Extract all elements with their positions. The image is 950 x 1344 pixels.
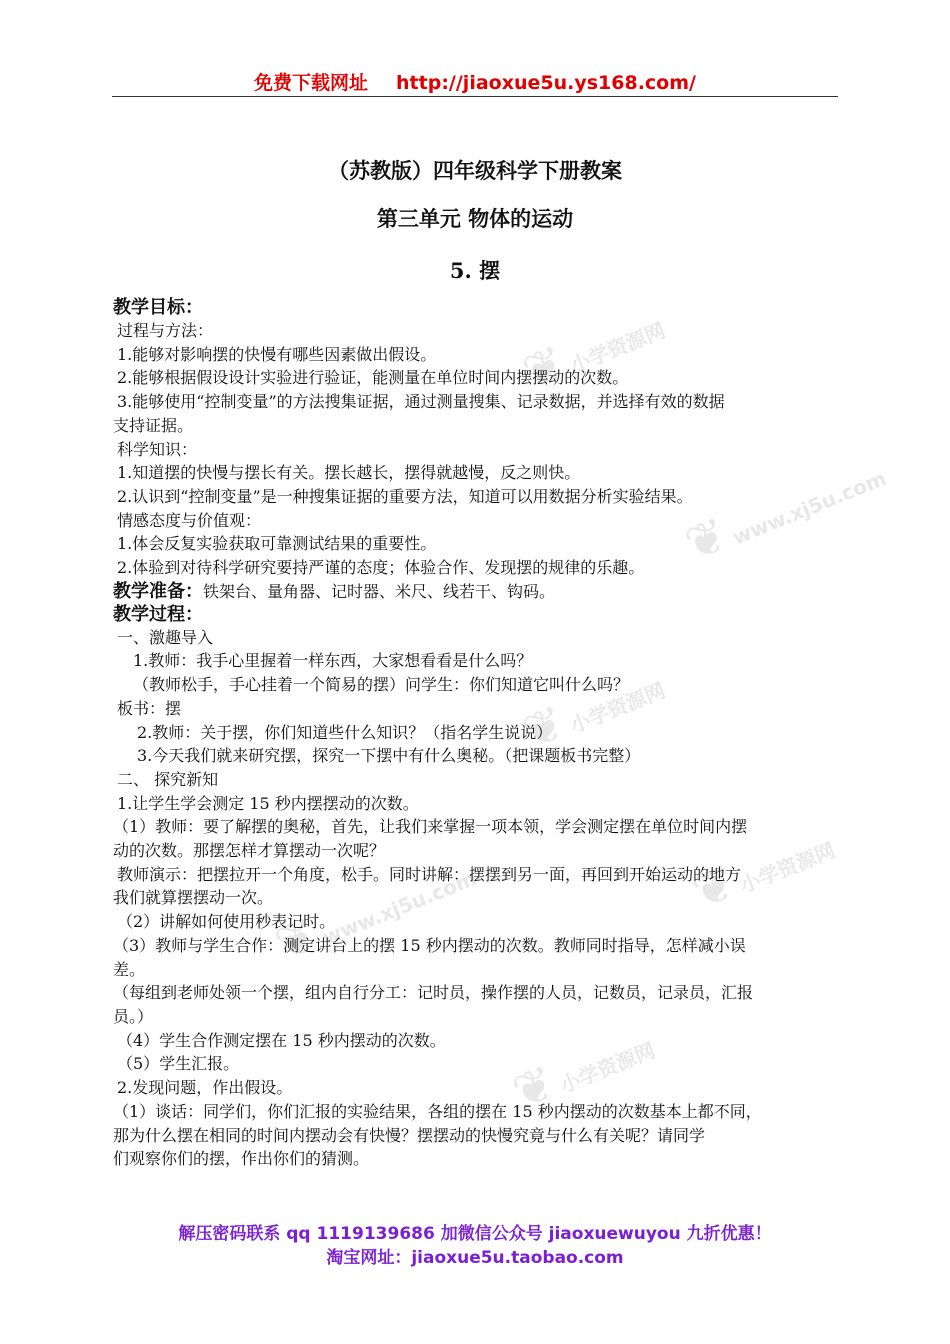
process-line: 员。） — [113, 1006, 154, 1026]
emotion-item: 1.体会反复实验获取可靠测试结果的重要性。 — [117, 534, 437, 554]
knowledge-item: 1.知道摆的快慢与摆长有关。摆长越长，摆得就越慢，反之则快。 — [117, 463, 581, 483]
header-divider — [112, 96, 838, 97]
watermark-logo: ❦ 小学资源网 — [684, 837, 839, 922]
process-methods-label: 过程与方法： — [117, 321, 214, 340]
watermark-logo: ❦ 小学资源网 — [514, 677, 669, 762]
knowledge-label: 科学知识： — [117, 439, 198, 459]
process-line: 一、激趣导入 — [117, 627, 214, 647]
process-line: （教师松手，手心挂着一个简易的摆）问学生：你们知道它叫什么吗？ — [133, 675, 630, 695]
goal-item: 2.能够根据假设设计实验进行验证，能测量在单位时间内摆摆动的次数。 — [117, 368, 629, 388]
download-header — [112, 68, 838, 96]
goal-item-cont: 支持证据。 — [113, 415, 194, 435]
leaf-icon: ❦ — [504, 1054, 564, 1122]
header-url-link[interactable]: http://jiaoxue5u.ys168.com/ — [396, 72, 696, 94]
prep-heading: 教学准备： — [113, 580, 203, 602]
knowledge-item: 2.认识到“控制变量”是一种搜集证据的重要方法，知道可以用数据分析实验结果。 — [117, 486, 693, 506]
process-line: 我们就算摆摆动一次。 — [113, 888, 274, 908]
watermark-logo: ❦ 小学资源网 — [514, 317, 669, 402]
unit-title: 第三单元 物体的运动 — [376, 206, 574, 231]
watermark-logo: ❦ 小学资源网 — [504, 1037, 659, 1122]
process-line: 那为什么摆在相同的时间内摆动会有快慢？摆摆动的快慢究竟与什么有关呢？请同学 — [113, 1125, 706, 1145]
watermark-logo: ❦ www.xj5u.com — [267, 865, 480, 974]
process-line: 1.教师：我手心里握着一样东西，大家想看看是什么吗？ — [133, 651, 533, 671]
process-line: （4）学生合作测定摆在 15 秒内摆动的次数。 — [117, 1030, 446, 1050]
footer-shop-link[interactable]: 淘宝网址：jiaoxue5u.taobao.com — [326, 1248, 624, 1268]
leaf-icon: ❦ — [267, 906, 326, 974]
goal-item: 1.能够对影响摆的快慢有哪些因素做出假设。 — [117, 344, 437, 364]
emotion-label: 情感态度与价值观： — [117, 510, 262, 530]
process-line: （2）讲解如何使用秒表记时。 — [117, 912, 336, 932]
process-line: （1）教师：要了解摆的奥秘，首先，让我们来掌握一项本领，学会测定摆在单位时间内摆 — [113, 817, 748, 837]
process-line: 二、 探究新知 — [117, 769, 219, 789]
leaf-icon: ❦ — [677, 506, 736, 574]
process-line: 动的次数。那摆怎样才算摆动一次呢？ — [113, 841, 386, 861]
process-line: 教师演示：把摆拉开一个角度，松手。同时讲解：摆摆到另一面，再回到开始运动的地方 — [117, 864, 742, 884]
prep-section — [113, 580, 839, 603]
process-line: （5）学生汇报。 — [117, 1054, 240, 1074]
leaf-icon: ❦ — [514, 334, 574, 402]
process-line: （3）教师与学生合作：测定讲台上的摆 15 秒内摆动的次数。教师同时指导，怎样减小误 — [113, 935, 746, 955]
emotion-item: 2.体验到对待科学研究要持严谨的态度；体验合作、发现摆的规律的乐趣。 — [117, 558, 645, 578]
goal-item: 3.能够使用“控制变量”的方法搜集证据，通过测量搜集、记录数据，并选择有效的数据 — [117, 392, 725, 412]
leaf-icon: ❦ — [514, 694, 574, 762]
process-line: （每组到老师处领一个摆，组内自行分工：记时员，操作摆的人员，记数员，记录员，汇报 — [113, 983, 754, 1003]
process-line: 板书：摆 — [117, 698, 182, 718]
process-heading: 教学过程： — [113, 603, 203, 625]
document-title: （苏教版）四年级科学下册教案 — [328, 158, 622, 183]
document-body — [113, 296, 839, 1171]
process-line: 们观察你们的摆，作出你们的猜测。 — [113, 1149, 370, 1169]
process-line: 1.让学生学会测定 15 秒内摆摆动的次数。 — [117, 793, 419, 813]
lesson-title: 5. 摆 — [449, 258, 501, 283]
process-line: （1）谈话：同学们，你们汇报的实验结果，各组的摆在 15 秒内摆动的次数基本上都不同， — [113, 1101, 762, 1121]
watermark-logo: ❦ www.xj5u.com — [677, 465, 890, 574]
process-line: 3.今天我们就来研究摆，探究一下摆中有什么奥秘。（把课题板书完整） — [137, 746, 641, 766]
goals-heading: 教学目标： — [113, 297, 203, 318]
footer-contact: 解压密码联系 qq 1119139686 加微信公众号 jiaoxuewuyou 九折优惠！ — [178, 1224, 772, 1244]
leaf-icon: ❦ — [684, 854, 744, 922]
header-label: 免费下载网址 — [254, 72, 369, 94]
process-line: 差。 — [113, 959, 146, 979]
process-line: 2.教师：关于摆，你们知道些什么知识？（指名学生说说） — [137, 722, 553, 742]
process-line: 2.发现问题，作出假设。 — [117, 1078, 293, 1098]
prep-text: 铁架台、量角器、记时器、米尺、线若干、钩码。 — [203, 581, 556, 601]
